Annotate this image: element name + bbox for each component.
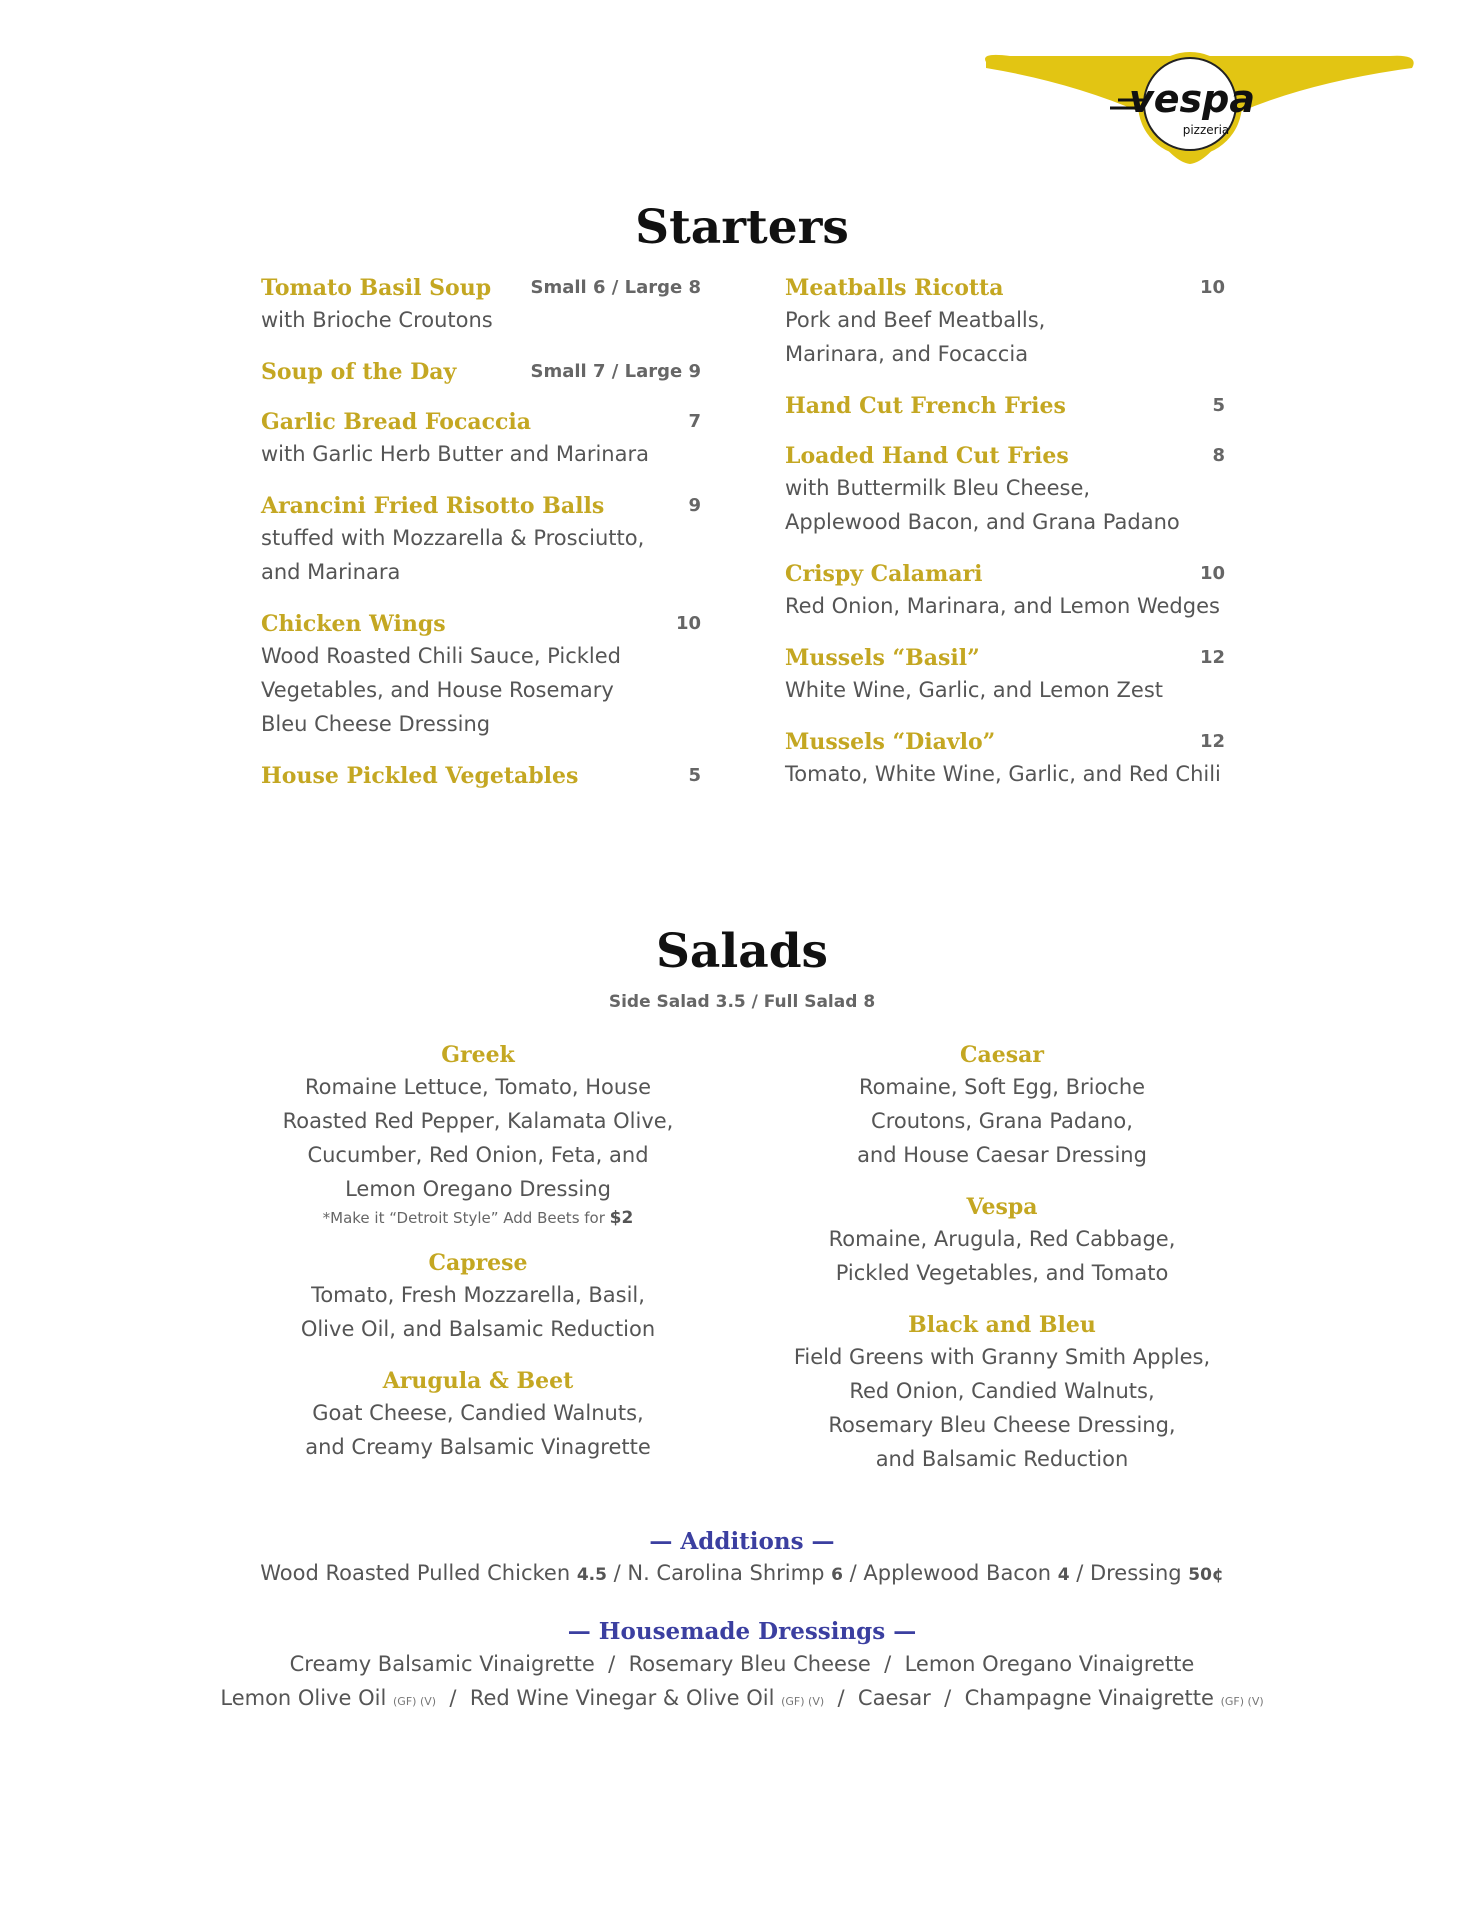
item-name: Arancini Fried Risotto Balls: [261, 493, 605, 519]
salad-item: [238, 1248, 718, 1346]
dressing-tags: (GF) (V): [1220, 1695, 1264, 1708]
vespa-pizzeria-logo: [980, 52, 1420, 182]
salads-right-column: [762, 1040, 1242, 1496]
salad-name: Arugula & Beet: [382, 1368, 574, 1394]
salad-name: Caprese: [428, 1250, 528, 1276]
salad-note-price: $2: [609, 1208, 634, 1228]
item-name: Soup of the Day: [261, 359, 457, 385]
item-price: 5: [1212, 395, 1225, 416]
salads-title: Salads: [655, 924, 829, 979]
menu-item: [261, 273, 701, 337]
item-price: 10: [675, 613, 701, 634]
item-name: Hand Cut French Fries: [785, 393, 1066, 419]
logo-subtext: pizzeria: [1182, 123, 1230, 137]
dressing-name: Caesar: [857, 1686, 931, 1710]
item-description: Wood Roasted Chili Sauce, Pickled Vegetables, and House Rosemary Bleu Cheese Dressing: [261, 644, 622, 736]
addition-name: N. Carolina Shrimp: [627, 1561, 832, 1585]
item-description: White Wine, Garlic, and Lemon Zest: [785, 678, 1163, 702]
salad-description: Tomato, Fresh Mozzarella, Basil, Olive Oil, and Balsamic Reduction: [300, 1283, 656, 1341]
item-name: Loaded Hand Cut Fries: [785, 443, 1069, 469]
salad-prices: Side Salad 3.5 / Full Salad 8: [608, 992, 876, 1012]
menu-item: [261, 761, 701, 791]
menu-item: [785, 273, 1225, 371]
item-price: 12: [1199, 647, 1225, 668]
item-description: stuffed with Mozzarella & Prosciutto, and Marinara: [261, 526, 645, 584]
item-description: with Brioche Croutons: [261, 308, 493, 332]
addition-price: 4: [1057, 1565, 1070, 1585]
salad-item: [762, 1310, 1242, 1476]
menu-item: [785, 441, 1225, 539]
menu-item: [261, 407, 701, 471]
item-name: Chicken Wings: [261, 611, 446, 637]
salad-name: Greek: [441, 1042, 515, 1068]
item-description: Red Onion, Marinara, and Lemon Wedges: [785, 594, 1220, 618]
addition-name: Applewood Bacon: [863, 1561, 1058, 1585]
menu-item: [785, 727, 1225, 791]
item-description: with Buttermilk Bleu Cheese, Applewood Bacon, and Grana Padano: [785, 476, 1180, 534]
starters-left-column: [261, 273, 701, 811]
menu-item: [785, 559, 1225, 623]
item-price: 9: [688, 495, 701, 516]
menu-item: [261, 609, 701, 741]
item-description: Tomato, White Wine, Garlic, and Red Chili: [785, 762, 1221, 786]
item-description: Pork and Beef Meatballs, Marinara, and Focaccia: [785, 308, 1046, 366]
salad-item: [762, 1040, 1242, 1172]
item-price: 5: [688, 765, 701, 786]
addition-price: 6: [831, 1565, 843, 1585]
salads-left-column: [238, 1040, 718, 1484]
item-name: Meatballs Ricotta: [785, 275, 1004, 301]
dressings-line-2: Lemon Olive Oil (GF) (V) / Red Wine Vinegar & Olive Oil (GF) (V) / Caesar / Champagne Vinaigrette (GF) (V): [220, 1686, 1264, 1710]
item-price: 10: [1199, 277, 1225, 298]
starters-title: Starters: [635, 200, 849, 255]
salad-note: *Make it “Detroit Style” Add Beets for $2: [322, 1208, 634, 1228]
dressing-name: Red Wine Vinegar & Olive Oil: [469, 1686, 775, 1710]
salad-item: [238, 1366, 718, 1464]
logo-wordmark: vespa: [1128, 77, 1256, 121]
salad-description: Romaine, Arugula, Red Cabbage, Pickled Vegetables, and Tomato: [828, 1227, 1176, 1285]
menu-item: [261, 491, 701, 589]
item-name: Crispy Calamari: [785, 561, 983, 587]
salad-description: Goat Cheese, Candied Walnuts, and Creamy Balsamic Vinagrette: [305, 1401, 651, 1459]
dressing-name: Lemon Olive Oil: [220, 1686, 387, 1710]
item-description: with Garlic Herb Butter and Marinara: [261, 442, 649, 466]
item-price: Small 6 / Large 8: [530, 277, 701, 298]
addition-name: Dressing: [1089, 1561, 1189, 1585]
dressings-title: — Housemade Dressings —: [567, 1618, 917, 1645]
starters-right-column: [785, 273, 1225, 811]
addition-price: 50¢: [1188, 1565, 1224, 1585]
dressings-line-1: Creamy Balsamic Vinaigrette / Rosemary Bleu Cheese / Lemon Oregano Vinaigrette: [289, 1652, 1195, 1676]
item-price: 10: [1199, 563, 1225, 584]
salad-name: Vespa: [966, 1194, 1038, 1220]
dressing-tags: (GF) (V): [781, 1695, 825, 1708]
item-price: 8: [1212, 445, 1225, 466]
salad-item: [238, 1040, 718, 1228]
item-price: 7: [688, 411, 701, 432]
item-name: Garlic Bread Focaccia: [261, 409, 532, 435]
salad-description: Field Greens with Granny Smith Apples, Red Onion, Candied Walnuts, Rosemary Bleu Cheese Dressing, and Balsamic Reduction: [793, 1345, 1211, 1471]
item-name: House Pickled Vegetables: [261, 763, 579, 789]
item-name: Tomato Basil Soup: [261, 275, 492, 301]
salad-description: Romaine, Soft Egg, Brioche Croutons, Grana Padano, and House Caesar Dressing: [857, 1075, 1147, 1167]
item-name: Mussels “Basil”: [785, 645, 980, 671]
item-price: Small 7 / Large 9: [530, 361, 701, 382]
menu-item: [261, 357, 701, 387]
item-name: Mussels “Diavlo”: [785, 729, 996, 755]
salad-item: [762, 1192, 1242, 1290]
addition-name: Wood Roasted Pulled Chicken: [260, 1561, 577, 1585]
additions-title: — Additions —: [649, 1528, 835, 1555]
salad-description: Romaine Lettuce, Tomato, House Roasted Red Pepper, Kalamata Olive, Cucumber, Red Onion, Feta, and Lemon Oregano Dressing: [282, 1075, 674, 1201]
menu-item: [785, 391, 1225, 421]
item-price: 12: [1199, 731, 1225, 752]
dressing-name: Champagne Vinaigrette: [964, 1686, 1214, 1710]
addition-price: 4.5: [576, 1565, 607, 1585]
additions-list: Wood Roasted Pulled Chicken 4.5 / N. Carolina Shrimp 6 / Applewood Bacon 4 / Dressing 50¢: [260, 1561, 1224, 1585]
salad-name: Black and Bleu: [908, 1312, 1096, 1338]
salad-name: Caesar: [960, 1042, 1044, 1068]
dressing-tags: (GF) (V): [393, 1695, 437, 1708]
menu-item: [785, 643, 1225, 707]
